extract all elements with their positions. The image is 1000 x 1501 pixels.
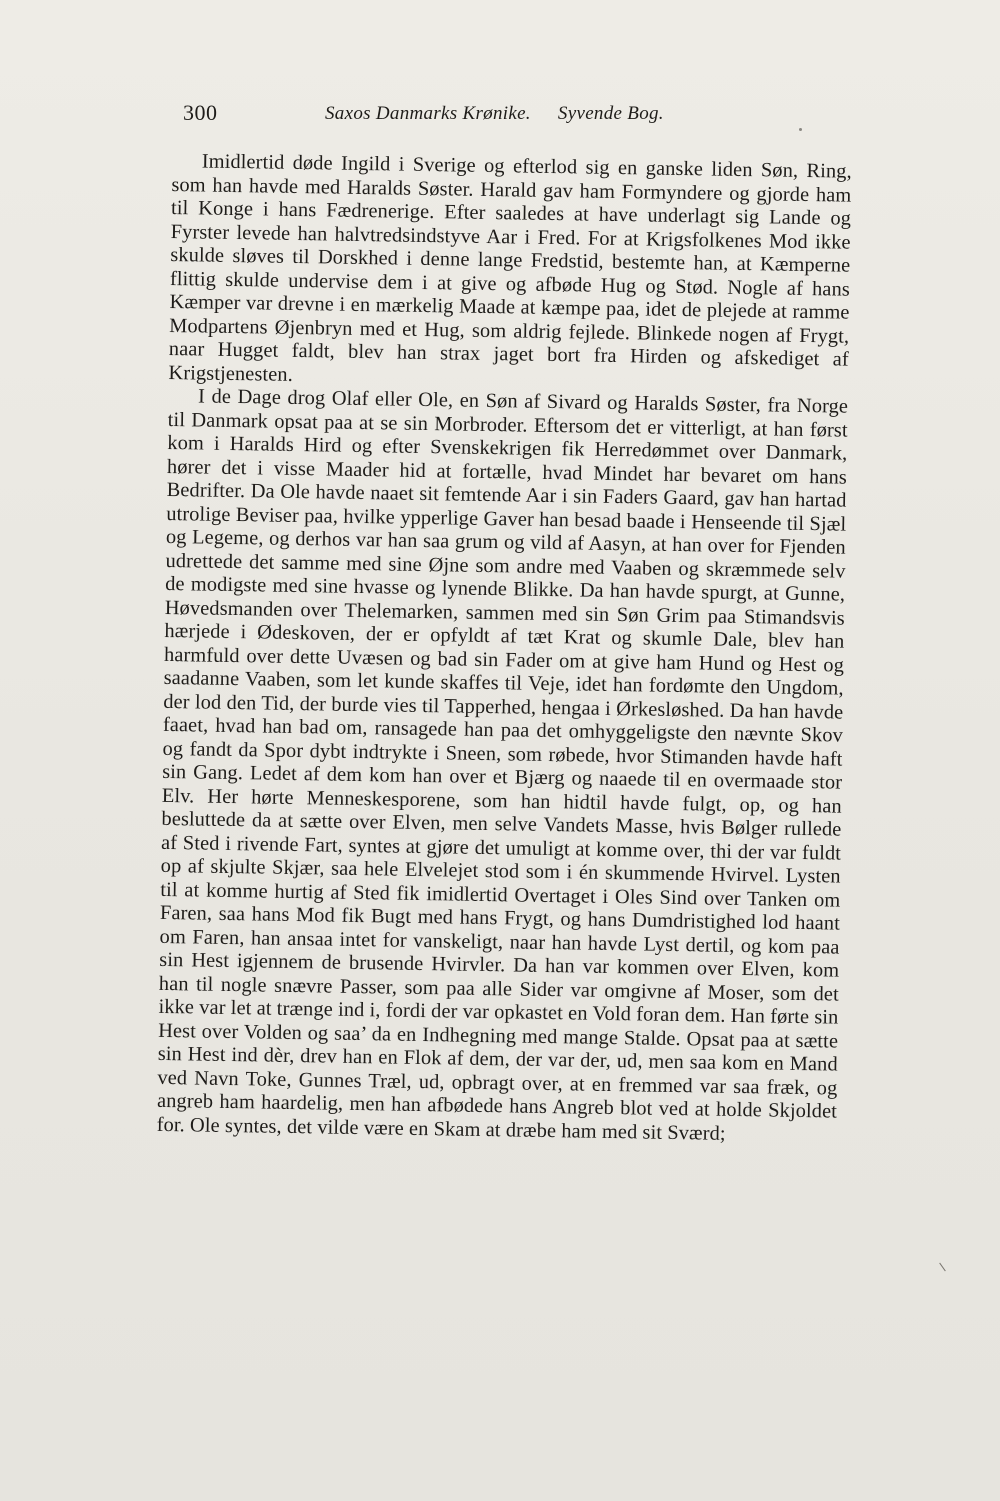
body-text bbox=[156, 150, 851, 1148]
page-number: 300 bbox=[183, 100, 218, 125]
paragraph: Imidlertid døde Ingild i Sverige og efterlod sig en ganske liden Søn, Ring, som han havde med Haralds Søster. Harald gav ham Formyndere og gjorde ham til Konge i hans Fædrenerige. Efter saaledes at have underlagt sig Lande og Fyrster levede han halvtredsindstyve Aar i Fred. For at Krigsfolkenes Mod ikke skulde sløves til Dorskhed i denne lange Fredstid, bestemte han, at Kæmperne flittig skulde undervise dem i at give og afbøde Hug og Stød. Nogle af hans Kæmper var drevne i en mærkelig Maade at kæmpe paa, idet de plejede at ramme Modpartens Øjenbryn med et Hug, som aldrig fejlede. Blinkede nogen af Frygt, naar Hugget faldt, blev han strax jaget bort fra Hirden og afskediget af Krigstjenesten. bbox=[168, 150, 852, 386]
ink-mark bbox=[939, 1263, 946, 1272]
running-title bbox=[325, 103, 664, 125]
book-title: Saxos Danmarks Krønike. bbox=[325, 103, 531, 124]
book-part: Syvende Bog. bbox=[557, 103, 664, 124]
paper-speck bbox=[799, 128, 802, 131]
paragraph: I de Dage drog Olaf eller Ole, en Søn af Sivard og Haralds Søster, fra Norge til Danmark opsat paa at se sin Morbroder. Eftersom det er vitterligt, at han først kom i Haralds Hird og efter Svenskekrigen fik Herredømmet over Danmark, hører det i visse Maader hid at fortælle, hvad Mindet har bevaret om hans Bedrifter. Da Ole havde naaet sit femtende Aar i sin Faders Gaard, gav han hartad utrolige Beviser paa, hvilke ypperlige Gaver han besad baade i Henseende til Sjæl og Legeme, og derhos var han saa grum og vild af Aasyn, at han over for Fjenden udrettede det samme med sine Øjne som andre med Vaaben og skræmmede selv de modigste med sine hvasse og lynende Blikke. Da han havde spurgt, at Gunne, Høvedsmanden over Thelemarken, sammen med sin Søn Grim paa Stimandsvis hærjede i Ødeskoven, der er opfyldt af tæt Krat og skumle Dale, blev han harmfuld over dette Uvæsen og bad sin Fader om at give ham Hund og Hest og saadanne Vaaben, som let kunde skaffes til Veje, idet han fordømte den Ungdom, der lod den Tid, der burde vies til Tapperhed, hengaa i Ørkesløshed. Da han havde faaet, hvad han bad om, ransagede han paa det omhyggeligste den nævnte Skov og fandt da Spor dybt indtrykte i Sneen, som røbede, hvor Stimanden havde haft sin Gang. Ledet af dem kom han over et Bjærg og naaede til en overmaade stor Elv. Her hørte Menneskesporene, som han hidtil havde fulgt, op, og han besluttede da at sætte over Elven, men selve Vandets Masse, hvis Bølger rullede af Sted i rivende Fart, syntes at gjøre det umuligt at komme over, thi der var fuldt op af skjulte Skjær, saa hele Elvelejet stod som i én skummende Hvirvel. Lysten til at komme hurtig af Sted fik imidlertid Overtaget i Oles Sind over Tanken om Faren, saa hans Mod fik Bugt med hans Frygt, og hans Dumdristighed lod haant om Faren, han ansaa intet for vanskeligt, naar han havde Lyst dertil, og kom paa sin Hest igjennem de brusende Hvirvler. Da han var kommen over Elven, kom han til nogle snævre Passer, som paa alle Sider var omgivne af Moser, som det ikke var let at trænge ind i, fordi der var opkastet en Vold foran dem. Han førte sin Hest over Volden og saa’ da en Indhegning med mange Stalde. Opsat paa at sætte sin Hest ind dèr, drev han en Flok af dem, der var der, ud, men saa kom en Mand ved Navn Toke, Gunnes Træl, ud, opbragt over, at en fremmed var saa fræk, og angreb ham haardelig, men han afbødede hans Angreb blot ved at holde Skjoldet for. Ole syntes, det vilde være en Skam at dræbe ham med sit Sværd; bbox=[156, 385, 849, 1145]
running-header bbox=[183, 100, 843, 130]
